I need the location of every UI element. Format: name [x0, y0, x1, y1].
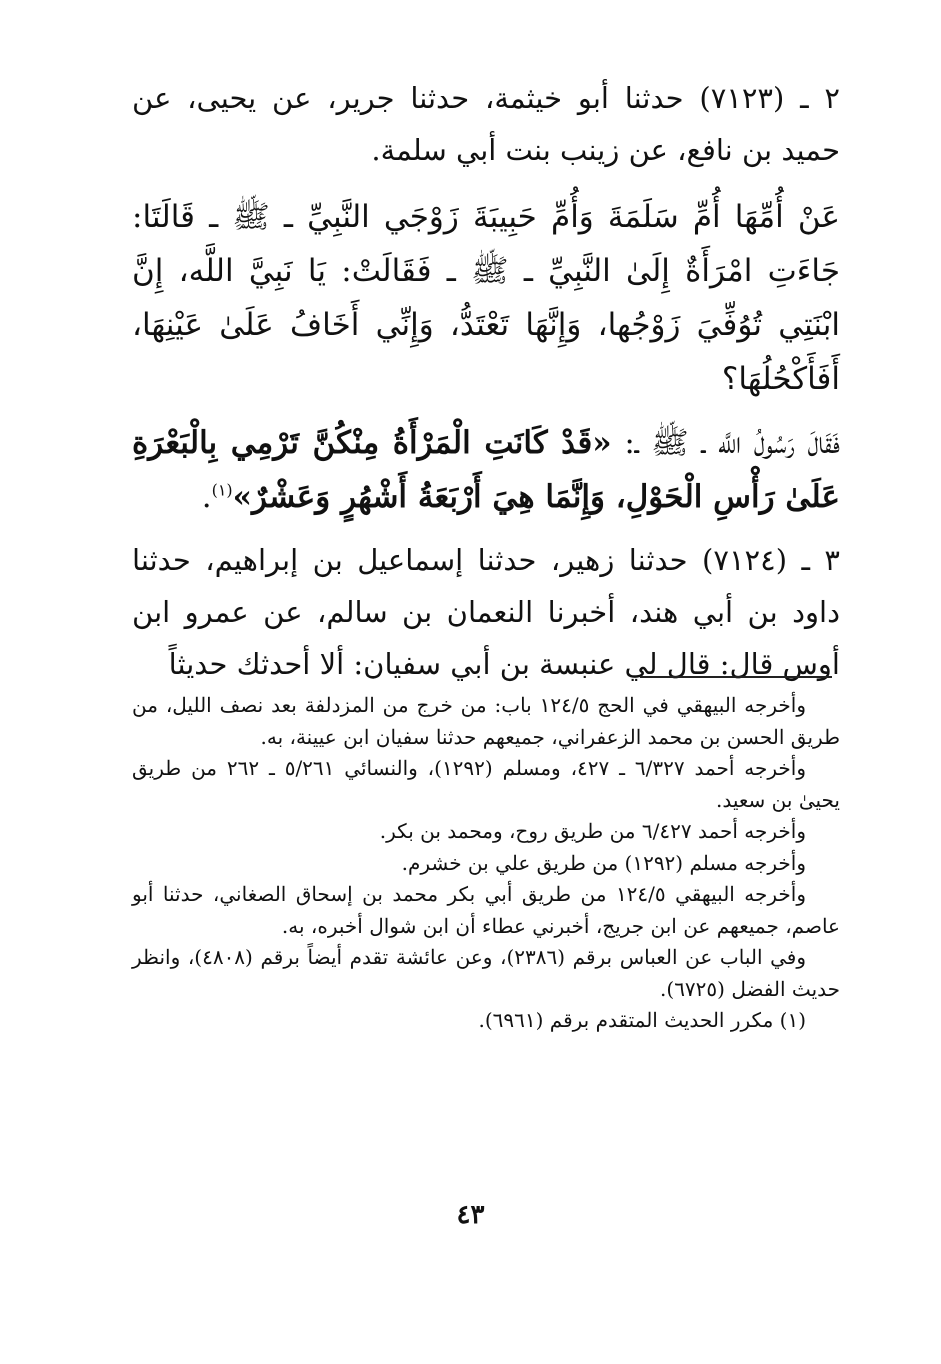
hadith-text-7123: [132, 190, 840, 406]
footnote-line: وأخرجه مسلم (١٢٩٢) من طريق علي بن خشرم.: [401, 850, 806, 875]
hadith-chain-7123: [132, 72, 840, 176]
footnote-line: وأخرجه البيهقي في الحج ١٢٤/٥ باب: من خرج من المزدلفة بعد نصف الليل، من طريق الحسن بن محمد الزعفراني، جميعهم حدثنا سفيان ابن عيينة، به.: [132, 693, 840, 749]
page-number: ٤٣: [456, 1200, 485, 1230]
footnote-1: (١) مكرر الحديث المتقدم برقم (٦٩٦١).: [478, 1008, 806, 1032]
footnote-line: وأخرجه أحمد ٦/٣٢٧ ـ ٤٢٧، ومسلم (١٢٩٢)، والنسائي ٥/٢٦١ ـ ٢٦٢ من طريق يحيىٰ بن سعيد.: [132, 756, 840, 812]
footnote-line: وفي الباب عن العباس برقم (٢٣٨٦)، وعن عائشة تقدم أيضاً برقم (٤٨٠٨)، وانظر حديث الفضل (٦٧٢٥).: [132, 945, 840, 1001]
footnote-line: وأخرجه البيهقي ١٢٤/٥ من طريق أبي بكر محمد بن إسحاق الصغاني، حدثنا أبو عاصم، جميعهم عن ابن جريج، أخبرني عطاء أن ابن شوال أخبره، به.: [132, 882, 840, 938]
footnotes: [132, 690, 840, 1037]
hadith-chain-7124: [132, 534, 840, 690]
footnote-reference-1: (١): [211, 480, 233, 500]
hadith-text-7123-body: عَنْ أُمِّهَا أُمِّ سَلَمَةَ وَأُمِّ حَبِيبَةَ زَوْجَي النَّبِيِّ ـ ﷺ ـ قَالَتَا: جَاءَتِ امْرَأَةٌ إِلَىٰ النَّبِيِّ ـ ﷺ ـ فَقَالَتْ: يَا نَبِيَّ اللَّه، إِنَّ ابْنَتِي تُوُفِّيَ زَوْجُها، وَإِنَّهَا تَعْتَدُّ، وَإِنِّي أَخَافُ عَلَىٰ عَيْنِهَا، أَفَأَكْحُلُهَا؟: [132, 199, 840, 397]
main-text: [132, 72, 840, 704]
prophet-saying-quote: «قَدْ كَانَتِ الْمَرْأَةُ مِنْكُنَّ تَرْمِي بِالْبَعْرَةِ عَلَىٰ رَأْسِ الْحَوْلِ، وَإِنَّمَا هِيَ أَرْبَعَةُ أَشْهُرٍ وَعَشْرٌ»: [132, 425, 840, 515]
prophet-saying-intro: فَقَالَ رَسُولُ اللَّه ـ ﷺ ـ:: [624, 425, 841, 461]
hadith-chain-7124-text: ٣ ـ (٧١٢٤) حدثنا زهير، حدثنا إسماعيل بن إبراهيم، حدثنا داود بن أبي هند، أخبرنا النعمان بن سالم، عن عمرو ابن أوس قال: قال لي عنبسة بن أبي سفيان: ألا أحدثك حديثاً: [132, 543, 840, 681]
hadith-chain-7123-text: ٢ ـ (٧١٢٣) حدثنا أبو خيثمة، حدثنا جرير، عن يحيى، عن حميد بن نافع، عن زينب بنت أبي سلمة.: [132, 81, 840, 167]
prophet-saying-end: .: [201, 479, 212, 515]
footnote-divider: [640, 676, 832, 678]
footnote-line: وأخرجه أحمد ٦/٤٢٧ من طريق روح، ومحمد بن بكر.: [379, 819, 806, 843]
prophet-saying: [132, 416, 840, 524]
